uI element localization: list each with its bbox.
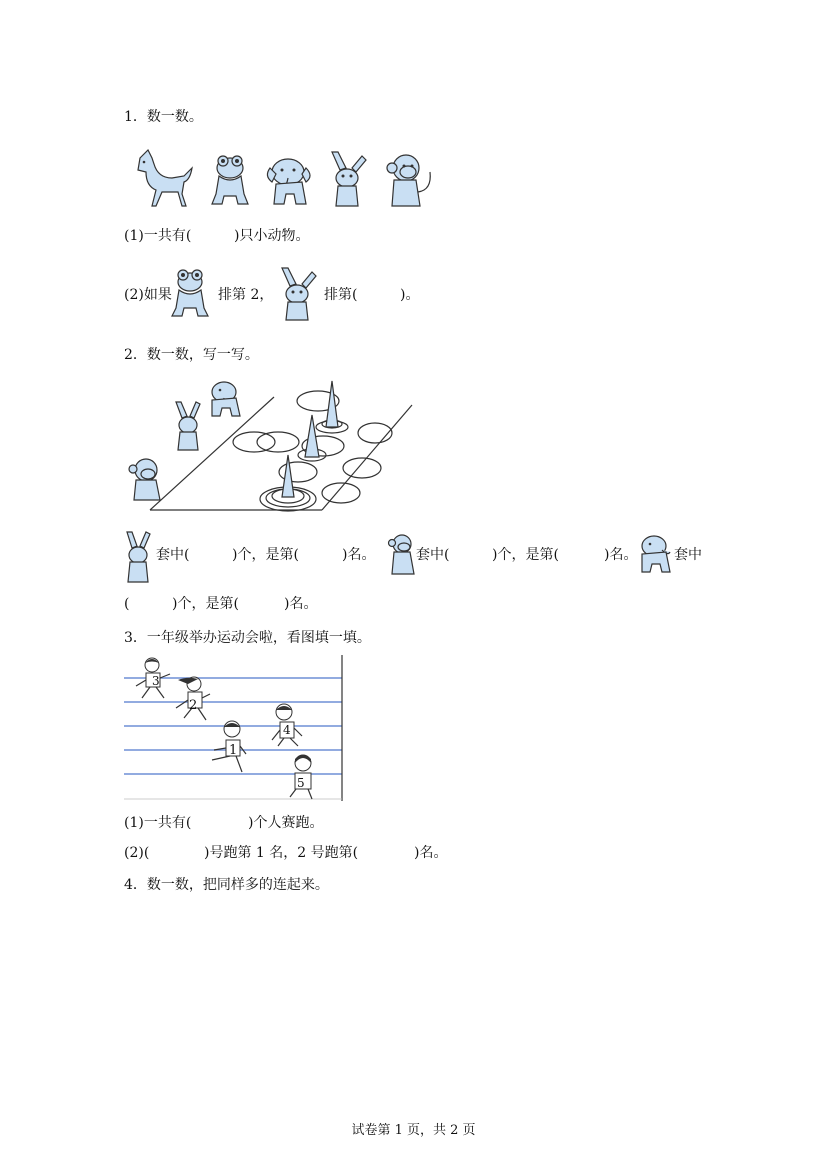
rabbit-icon	[172, 400, 204, 452]
rabbit-icon	[328, 150, 368, 210]
q2-line2-c: )名。	[284, 596, 318, 612]
q2-line1-c: )名。	[342, 547, 376, 563]
q3-sub1-post: )个人赛跑。	[248, 815, 324, 831]
q2-line1-a: 套中(	[156, 547, 190, 563]
runner-number-4: 4	[283, 723, 291, 737]
ring-toss-illustration	[122, 375, 422, 517]
q2-line1-d: 套中(	[416, 547, 450, 563]
rabbit-icon	[278, 266, 318, 324]
q1-sub1-post: )只小动物。	[234, 228, 310, 244]
q3-sub2-post: )名。	[414, 845, 448, 861]
runner-number-5: 5	[297, 776, 305, 790]
frog-icon	[210, 154, 250, 208]
q2-line2-b: )个，是第(	[172, 596, 239, 612]
q1-sub2-post1: 排第(	[324, 287, 358, 303]
frog-icon	[170, 268, 210, 320]
monkey-icon	[124, 456, 164, 502]
q1-sub1-pre: (1)一共有(	[124, 228, 192, 244]
elephant-icon	[266, 156, 314, 208]
q2-line1-f: )名。	[604, 547, 638, 563]
page-footer: 试卷第 1 页，共 2 页	[351, 1123, 476, 1138]
monkey-icon	[386, 152, 434, 210]
q3-sub2-mid: )号跑第 1 名，2 号跑第(	[204, 845, 359, 861]
q2-line1-g: 套中	[674, 547, 702, 563]
rabbit-icon	[124, 530, 154, 584]
q4-title: 4．数一数，把同样多的连起来。	[124, 877, 329, 893]
runner-1	[206, 720, 248, 774]
q1-title: 1．数一数。	[124, 109, 203, 125]
q2-line1-b: )个，是第(	[232, 547, 299, 563]
runner-number-3: 3	[152, 674, 160, 688]
horse-icon	[132, 148, 194, 210]
q3-sub1-pre: (1)一共有(	[124, 815, 192, 831]
q2-line1-e: )个，是第(	[492, 547, 559, 563]
q1-sub2-post2: )。	[400, 287, 420, 303]
monkey-icon	[386, 532, 416, 576]
q1-sub2-mid: 排第 2，	[218, 287, 274, 303]
elephant-icon	[206, 380, 246, 420]
q1-sub2-pre: (2)如果	[124, 287, 172, 303]
q3-sub2-pre: (2)(	[124, 845, 150, 861]
q2-line2-a: (	[124, 596, 130, 612]
q3-title: 3．一年级举办运动会啦，看图填一填。	[124, 630, 371, 646]
runner-number-2: 2	[189, 698, 198, 713]
q2-title: 2．数一数，写一写。	[124, 347, 259, 363]
runner-number-1: 1	[229, 743, 238, 758]
elephant-icon	[636, 534, 674, 576]
